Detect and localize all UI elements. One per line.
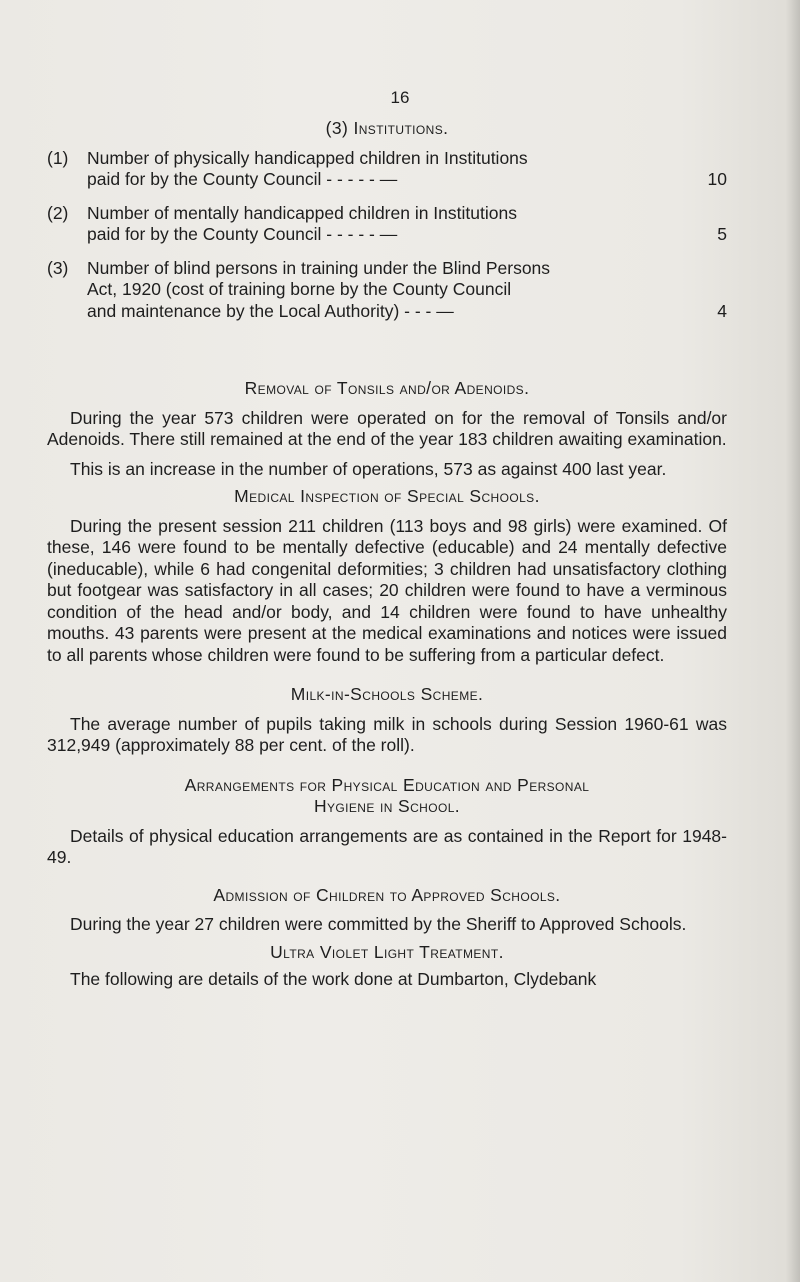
physical-education-heading: Arrangements for Physical Education and Personal [184, 774, 590, 795]
item-line: paid for by the County Council - - - - - — [87, 224, 398, 244]
item-body [87, 258, 727, 323]
item-last-line [87, 169, 727, 191]
item-number: (1) [47, 147, 69, 168]
item-value: 10 [707, 169, 727, 189]
ultra-violet-paragraph: The following are details of the work done at Dumbarton, Clydebank [70, 969, 597, 989]
special-schools-heading: Medical Inspection of Special Schools. [234, 486, 540, 506]
item-body [87, 203, 727, 246]
institutions-heading: (3) Institutions. [325, 118, 449, 138]
item-line: Number of mentally handicapped children in Institutions [87, 202, 517, 223]
item-body [87, 148, 727, 191]
item-line: Number of blind persons in training under the Blind Persons [87, 257, 551, 278]
item-value: 5 [717, 224, 727, 244]
approved-schools-heading: Admission of Children to Approved Schools. [213, 884, 561, 905]
tonsils-paragraph: During the year 573 children were operated on for the removal of Tonsils and/or Adenoids. There still remained at the end of the year 183 children awaiting examination. [47, 407, 727, 449]
item-line: Act, 1920 (cost of training borne by the County Council [87, 279, 512, 299]
approved-schools-paragraph: During the year 27 children were committed by the Sheriff to Approved Schools. [70, 914, 687, 934]
milk-paragraph: The average number of pupils taking milk in schools during Session 1960-61 was 312,949 (approximately 88 per cent. of the roll). [47, 713, 727, 755]
item-number: (2) [47, 202, 69, 223]
item-line: and maintenance by the Local Authority) - - - — [87, 300, 454, 321]
page-content [47, 118, 727, 991]
ultra-violet-heading: Ultra Violet Light Treatment. [270, 941, 504, 962]
institutions-item [47, 203, 727, 246]
physical-education-heading-line2: Hygiene in School. [313, 796, 461, 816]
page-edge-shadow [786, 0, 800, 1282]
page-number: 16 [390, 88, 410, 107]
item-last-line [87, 224, 727, 246]
item-line: Number of physically handicapped children in Institutions [87, 147, 528, 168]
item-line: paid for by the County Council - - - - - — [87, 169, 398, 189]
tonsils-heading: Removal of Tonsils and/or Adenoids. [244, 378, 530, 398]
institutions-item [47, 148, 727, 191]
milk-heading: Milk-in-Schools Scheme. [290, 684, 484, 704]
special-schools-paragraph: During the present session 211 children (113 boys and 98 girls) were examined. Of these, 146 were found to be mentally defective (educable) and 24 mentally defective (ineducable), while 6 had congenital deformities; 3 children had unsatisfactory clothing but footgear was satisfactory in all cases; 20 children were found to have a verminous condition of the head and/or body, and 14 children were found to have unhealthy mouths. 43 parents were present at the medical examinations and notices were issued to all parents whose children were found to be suffering from a particular defect. [47, 515, 727, 665]
item-number: (3) [47, 257, 69, 278]
item-value: 4 [717, 300, 727, 321]
item-last-line [87, 301, 727, 323]
institutions-item [47, 258, 727, 323]
physical-education-paragraph: Details of physical education arrangements are as contained in the Report for 1948-49. [47, 825, 727, 867]
tonsils-increase-paragraph: This is an increase in the number of operations, 573 as against 400 last year. [70, 458, 667, 479]
